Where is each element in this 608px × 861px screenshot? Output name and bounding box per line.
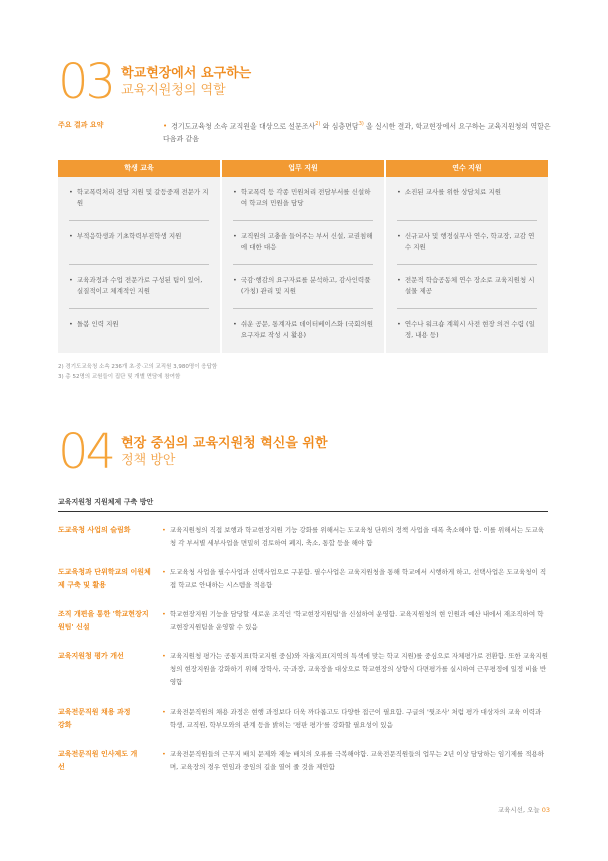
section-title-light: 교육지원청의 역할 xyxy=(121,83,226,98)
policy-label: 조직 개편을 통한 '학교현장지원팀' 신설 xyxy=(58,610,149,631)
section-title xyxy=(121,436,327,469)
footnote-3: 3) 총 52명의 교원들이 집단 및 개별 면담에 참여함 xyxy=(58,374,181,380)
header-work-support: 업무 지원 xyxy=(220,160,384,177)
policy-text: • 도교육청 사업을 필수사업과 선택사업으로 구분함. 필수사업은 교육지원청을 통해 학교에서 시행하게 하고, 선택사업은 도교육청이 직접 학교로 안내하는 시스템을 적용함 xyxy=(162,568,547,589)
table-cell: • 소진된 교사를 위한 상담치료 지원 xyxy=(397,177,537,221)
column-training-support xyxy=(384,177,548,353)
table-cell: • 부적응학생과 기초학력부진학생 지원 xyxy=(69,221,209,265)
table-cell: • 신규교사 및 행정실무사 연수, 학교장, 교감 연수 지원 xyxy=(397,221,537,265)
divider xyxy=(58,511,548,512)
table-cell: • 전문적 학습공동체 연수 장소로 교육지원청 시설물 제공 xyxy=(397,265,537,309)
policy-row xyxy=(58,608,548,634)
summary-label: 주요 결과 요약 xyxy=(58,121,104,129)
policy-text: • 교육지원청의 직접 보행과 학교현장지원 기능 강화를 위해서는 도교육청 단위의 정책 사업을 대폭 축소해야 함. 이를 위해서는 도교육청 각 부서별 세부사업을 면밀히 검토하여 폐지, 축소, 통합 등을 해야 함 xyxy=(162,526,545,547)
summary-text: • 경기도교육청 소속 교직원을 대상으로 설문조사$^{2)}$ 와 심층면담$^{3)}$ 을 실시한 결과, 학교현장에서 요구하는 교육지원청의 역할은 다음과 같음 xyxy=(163,121,551,144)
table-cell: • 국감·행감의 요구자료를 분석하고, 감사인력풀(가칭) 관리 및 지원 xyxy=(233,265,373,309)
policy-label: 도교육청 사업의 슬림화 xyxy=(58,526,131,534)
section-title-bold: 현장 중심의 교육지원청 혁신을 위한 xyxy=(121,436,328,451)
table-cell: • 돌봄 인력 지원 xyxy=(69,320,119,328)
policy-row xyxy=(58,748,548,774)
section-title-bold: 학교현장에서 요구하는 xyxy=(121,66,252,81)
policy-row xyxy=(58,706,548,732)
policy-row xyxy=(58,566,548,592)
policy-label: 교육전문직원 채용 과정 강화 xyxy=(58,708,131,729)
policy-text: • 교육전문직원의 채용 과정은 현행 과정보다 더욱 까다롭고도 다양한 접근이 필요함. 구글의 '뒷조사' 처럼 평가 대상자의 교육 이력과 학생, 교직원, 학부모와의 관계 등을 밝히는 '평판 평가'를 강화할 필요성이 있음 xyxy=(162,708,542,729)
footnote-2: 2) 경기도교육청 소속 236개 초·중·고의 교직원 3,980명이 응답함 xyxy=(58,364,218,370)
policy-text: • 교육지원청 평가는 공통지표(학교지원 중심)와 자율지표(지역의 특색에 맞는 학교 지원)를 중심으로 자체평가로 전환함. 또한 교육지원청의 현장지원을 강화하기 위해 장학사, 국·과장, 교육장을 대상으로 학교현장의 상향식 다면평가를 실시하여 근무평정에 일정 비율 반영함 xyxy=(162,652,548,686)
table-cell: • 쉬운 공문, 통계자료 데이터베이스화 (국회의원 요구자료 작성 시 활용) xyxy=(233,320,374,339)
section-number: 04 xyxy=(58,424,114,480)
header-student-education: 학생 교육 xyxy=(58,160,220,177)
header-training-support: 연수 지원 xyxy=(384,160,548,177)
section-04-header xyxy=(58,424,328,480)
table-cell: • 교육과정과 수업 전문가로 구성된 팀이 있어, 실질적이고 체계적인 지원 xyxy=(69,265,209,309)
column-student-education xyxy=(58,177,220,353)
bullet: • xyxy=(163,122,168,131)
section-title xyxy=(121,66,251,99)
table-cell: • 학교폭력처리 전담 지원 및 갈등중재 전문가 지원 xyxy=(69,177,209,221)
subheading: 교육지원청 지원체제 구축 방안 xyxy=(58,498,154,506)
policy-label: 도교육청과 단위학교의 이원체제 구축 및 활용 xyxy=(58,568,151,589)
column-work-support xyxy=(220,177,384,353)
policy-text: • 교육전문직원들의 근무지 배치 문제와 재능 배치의 오류를 극복해야함. 교육전문직원들의 업무는 2년 이상 담당하는 임기제를 적용하며, 교육장의 경우 연임과 중임의 길을 열어 줄 것을 제안함 xyxy=(162,750,545,771)
page-footer xyxy=(498,805,550,814)
section-title-light: 정책 방안 xyxy=(121,453,176,468)
policy-label: 교육전문직원 인사제도 개선 xyxy=(58,750,138,771)
section-03-header xyxy=(58,54,252,110)
policy-row xyxy=(58,524,548,550)
publication-name: 교육시선, 오늘 xyxy=(497,806,540,814)
section-number: 03 xyxy=(58,54,114,110)
table-cell: • 학교폭력 등 각종 민원처리 전담부서를 신설하여 학교의 민원을 담당 xyxy=(233,177,373,221)
policy-text: • 학교현장지원 기능을 담당할 새로운 조직인 '학교현장지원팀'을 신설하여 운영함. 교육지원청의 현 인원과 예산 내에서 재조직하여 학교현장지원팀을 운영할 수 있음 xyxy=(162,610,544,631)
table-cell: • 연수나 워크숍 계획시 사전 현장 의견 수렴 (일정, 내용 등) xyxy=(397,320,535,339)
policy-label: 교육지원청 평가 개선 xyxy=(58,652,124,660)
table-header xyxy=(58,160,548,177)
policy-row xyxy=(58,650,548,689)
page-number: 03 xyxy=(541,806,550,814)
table-body xyxy=(58,177,548,353)
roles-table xyxy=(58,160,548,353)
table-cell: • 교직원의 고충을 들어주는 부서 신설, 교권침해에 대한 대응 xyxy=(233,221,373,265)
